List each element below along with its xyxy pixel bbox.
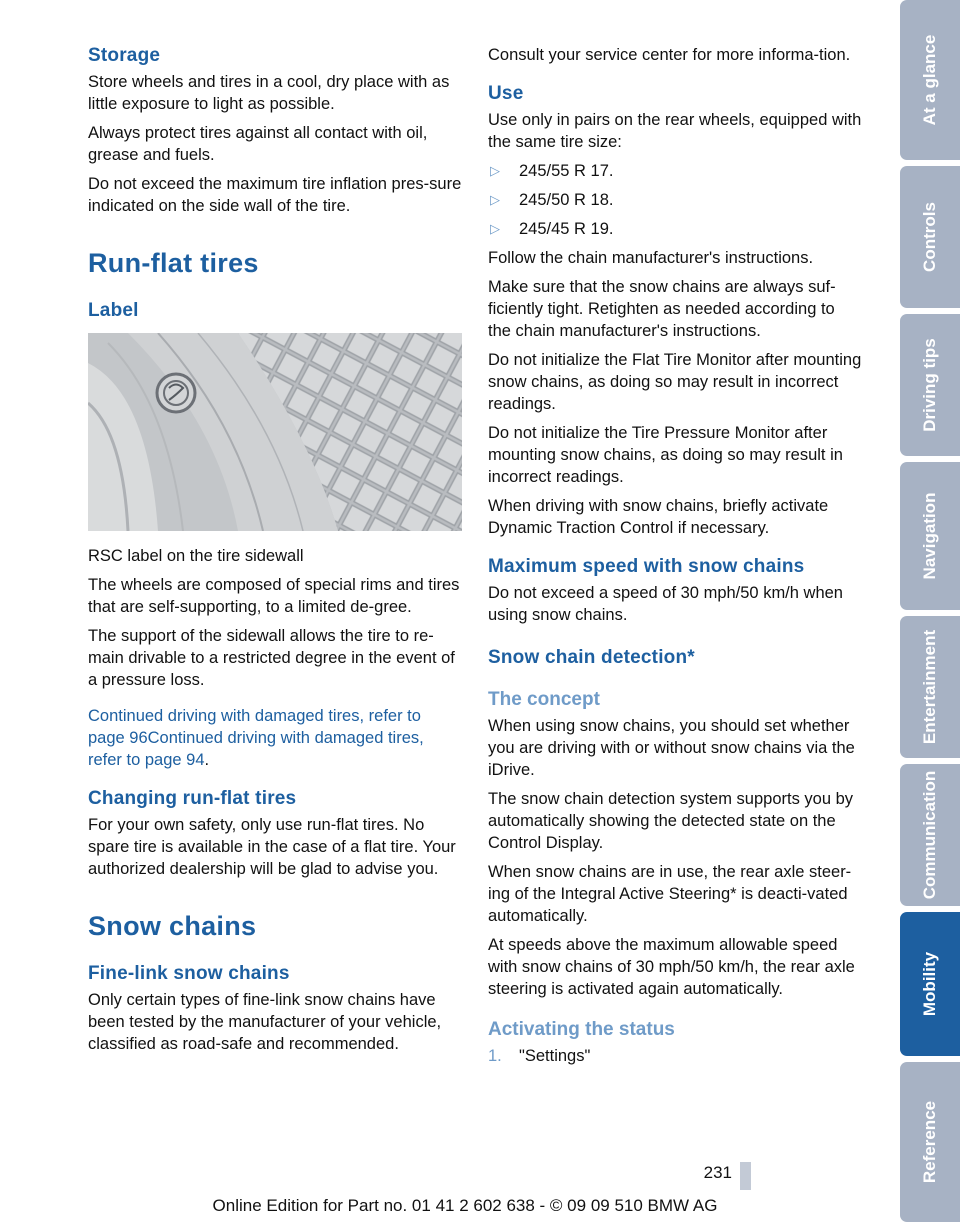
tire-sidewall-illustration: [88, 333, 462, 531]
storage-paragraph-1: Store wheels and tires in a cool, dry place with as little exposure to light as possible.: [88, 73, 450, 113]
concept-paragraph-4: At speeds above the maximum allowable speed with snow chains of 30 mph/50 km/h, the rear axle steering is activated again automatically.: [488, 936, 855, 998]
storage-paragraph-3: Do not exceed the maximum tire inflation pres-sure indicated on the side wall of the tire.: [88, 175, 462, 215]
runflat-paragraph-1: The wheels are composed of special rims and tires that are self-supporting, to a limited de-gree.: [88, 576, 460, 616]
list-item: [488, 1045, 862, 1067]
changing-heading: Changing run-flat tires: [88, 788, 297, 809]
bullet-triangle-icon: ▷: [490, 221, 500, 236]
tab-reference[interactable]: Reference: [900, 1062, 960, 1222]
use-heading: Use: [488, 83, 524, 104]
page-number: 231: [703, 1163, 732, 1182]
list-item: ▷ 245/45 R 19.: [490, 220, 614, 238]
follow-paragraph: Follow the chain manufacturer's instructions.: [488, 249, 814, 267]
tab-navigation[interactable]: Navigation: [900, 462, 960, 610]
tab-mobility[interactable]: Mobility: [900, 912, 960, 1056]
tab-entertainment[interactable]: Entertainment: [900, 616, 960, 758]
crossref-period: .: [204, 751, 210, 769]
tab-driving-tips[interactable]: Driving tips: [900, 314, 960, 456]
figure-caption: RSC label on the tire sidewall: [88, 547, 304, 565]
storage-heading: Storage: [88, 45, 161, 66]
detection-heading: Snow chain detection*: [488, 647, 695, 668]
fine-link-paragraph: Only certain types of fine-link snow chains have been tested by the manufacturer of your vehicle, classified as road-safe and recommended.: [88, 991, 442, 1053]
consult-paragraph: Consult your service center for more informa-tion.: [488, 46, 851, 64]
dtc-paragraph: When driving with snow chains, briefly activate Dynamic Traction Control if necessary.: [488, 497, 829, 537]
concept-paragraph-1: When using snow chains, you should set whether you are driving with or without snow chains via the iDrive.: [488, 717, 855, 779]
list-item: ▷ 245/50 R 18.: [490, 191, 614, 209]
bullet-triangle-icon: ▷: [490, 192, 500, 207]
storage-paragraph-2: Always protect tires against all contact with oil, grease and fuels.: [88, 124, 428, 164]
pressure-monitor-paragraph: Do not initialize the Tire Pressure Monitor after mounting snow chains, as doing so may result in incorrect readings.: [488, 424, 843, 486]
concept-paragraph-2: The snow chain detection system supports you by automatically showing the detected state on the Control Display.: [488, 790, 854, 852]
tire-size-list: [488, 160, 862, 240]
tire-illustration-svg: [88, 333, 462, 531]
snow-chains-heading: Snow chains: [88, 911, 257, 941]
activating-heading: Activating the status: [488, 1019, 675, 1040]
footer-edition: Online Edition for Part no. 01 41 2 602 638 - © 09 09 510 BMW AG: [212, 1196, 718, 1215]
step-text: "Settings": [519, 1047, 591, 1065]
flat-monitor-paragraph: Do not initialize the Flat Tire Monitor after mounting snow chains, as doing so may result in incorrect readings.: [488, 351, 862, 413]
concept-paragraph-3: When snow chains are in use, the rear axle steer-ing of the Integral Active Steering* is deacti-vated automatically.: [488, 863, 852, 925]
step-number: 1.: [488, 1047, 502, 1065]
runflat-heading: Run-flat tires: [88, 248, 259, 278]
label-heading: Label: [88, 300, 139, 321]
right-column: [488, 44, 862, 1067]
use-paragraph: Use only in pairs on the rear wheels, equipped with the same tire size:: [488, 111, 862, 151]
tab-controls[interactable]: Controls: [900, 166, 960, 308]
max-speed-heading: Maximum speed with snow chains: [488, 556, 805, 577]
tight-paragraph: Make sure that the snow chains are always suf-ficiently tight. Retighten as needed according to the chain manufacturer's instructions.: [488, 278, 836, 340]
list-item: ▷ 245/55 R 17.: [490, 162, 614, 180]
tab-communication[interactable]: Communication: [900, 764, 960, 906]
runflat-crossref: [88, 705, 462, 771]
concept-heading: The concept: [488, 689, 600, 710]
max-speed-paragraph: Do not exceed a speed of 30 mph/50 km/h when using snow chains.: [488, 584, 843, 624]
fine-link-heading: Fine-link snow chains: [88, 963, 290, 984]
page-number-bar: [740, 1162, 751, 1190]
chapter-sidebar: [900, 0, 960, 1222]
steps-list: [488, 1045, 862, 1067]
crossref-link[interactable]: Continued driving with damaged tires, refer to page 96Continued driving with damaged tires, refer to page 94: [88, 707, 424, 769]
runflat-paragraph-2: The support of the sidewall allows the tire to re-main drivable to a restricted degree in the event of a pressure loss.: [88, 627, 455, 689]
left-column: [88, 44, 462, 1062]
changing-paragraph: For your own safety, only use run-flat tires. No spare tire is available in the case of a flat tire. Your authorized dealership will be glad to advise you.: [88, 816, 456, 878]
bullet-triangle-icon: ▷: [490, 163, 500, 178]
tab-at-a-glance[interactable]: At a glance: [900, 0, 960, 160]
